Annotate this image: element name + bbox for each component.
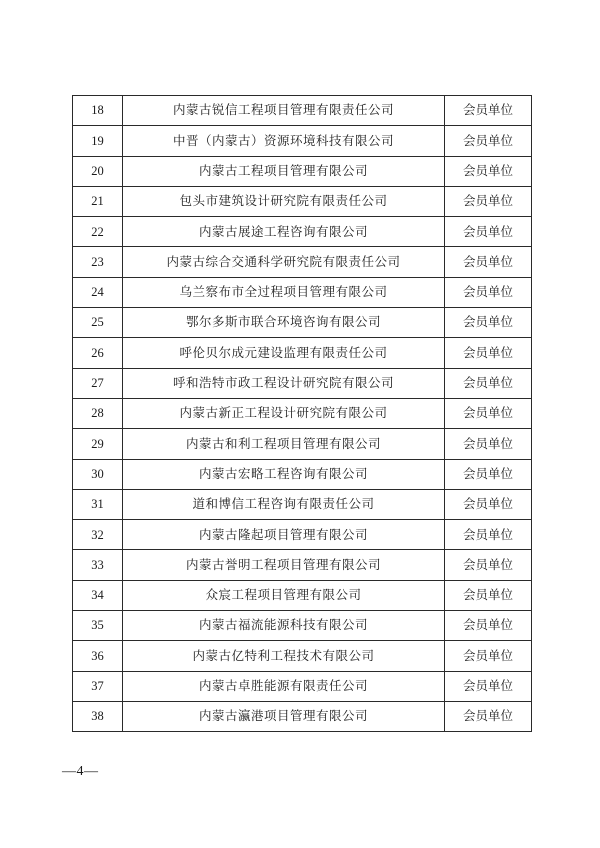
table-row [73,217,532,247]
company-name: 内蒙古福流能源科技有限公司 [123,611,445,641]
table-row [73,398,532,428]
row-number: 38 [73,701,123,731]
company-name: 呼伦贝尔成元建设监理有限责任公司 [123,338,445,368]
company-name: 中晋（内蒙古）资源环境科技有限公司 [123,126,445,156]
company-name: 内蒙古隆起项目管理有限公司 [123,520,445,550]
table-row [73,671,532,701]
company-name: 乌兰察布市全过程项目管理有限公司 [123,277,445,307]
row-number: 27 [73,368,123,398]
row-number: 31 [73,489,123,519]
table-row [73,96,532,126]
member-type: 会员单位 [445,217,532,247]
row-number: 24 [73,277,123,307]
row-number: 23 [73,247,123,277]
row-number: 35 [73,611,123,641]
table-row [73,186,532,216]
row-number: 19 [73,126,123,156]
company-name: 内蒙古瀛港项目管理有限公司 [123,701,445,731]
table-row [73,701,532,731]
company-name: 道和博信工程咨询有限责任公司 [123,489,445,519]
row-number: 36 [73,641,123,671]
member-type: 会员单位 [445,368,532,398]
member-type: 会员单位 [445,338,532,368]
company-name: 内蒙古工程项目管理有限公司 [123,156,445,186]
row-number: 33 [73,550,123,580]
company-name: 内蒙古展途工程咨询有限公司 [123,217,445,247]
member-type: 会员单位 [445,186,532,216]
table-row [73,247,532,277]
row-number: 32 [73,520,123,550]
member-type: 会员单位 [445,96,532,126]
member-type: 会员单位 [445,459,532,489]
row-number: 34 [73,580,123,610]
company-name: 内蒙古新正工程设计研究院有限公司 [123,398,445,428]
company-name: 包头市建筑设计研究院有限责任公司 [123,186,445,216]
member-type: 会员单位 [445,126,532,156]
member-table-body [73,96,532,732]
table-row [73,580,532,610]
table-row [73,459,532,489]
member-type: 会员单位 [445,277,532,307]
member-type: 会员单位 [445,489,532,519]
row-number: 22 [73,217,123,247]
table-row [73,641,532,671]
member-type: 会员单位 [445,398,532,428]
member-table [72,95,532,732]
table-row [73,368,532,398]
company-name: 内蒙古综合交通科学研究院有限责任公司 [123,247,445,277]
company-name: 鄂尔多斯市联合环境咨询有限公司 [123,308,445,338]
table-row [73,126,532,156]
member-type: 会员单位 [445,611,532,641]
row-number: 18 [73,96,123,126]
company-name: 内蒙古宏略工程咨询有限公司 [123,459,445,489]
member-type: 会员单位 [445,580,532,610]
row-number: 37 [73,671,123,701]
company-name: 内蒙古誉明工程项目管理有限公司 [123,550,445,580]
row-number: 20 [73,156,123,186]
company-name: 内蒙古卓胜能源有限责任公司 [123,671,445,701]
member-type: 会员单位 [445,156,532,186]
row-number: 29 [73,429,123,459]
member-type: 会员单位 [445,701,532,731]
member-type: 会员单位 [445,641,532,671]
company-name: 呼和浩特市政工程设计研究院有限公司 [123,368,445,398]
table-row [73,489,532,519]
row-number: 21 [73,186,123,216]
company-name: 内蒙古锐信工程项目管理有限责任公司 [123,96,445,126]
member-type: 会员单位 [445,550,532,580]
company-name: 内蒙古亿特利工程技术有限公司 [123,641,445,671]
table-row [73,277,532,307]
table-row [73,520,532,550]
member-type: 会员单位 [445,520,532,550]
table-row [73,611,532,641]
row-number: 28 [73,398,123,428]
table-row [73,550,532,580]
company-name: 内蒙古和利工程项目管理有限公司 [123,429,445,459]
page-number: —4— [62,764,99,779]
member-type: 会员单位 [445,308,532,338]
company-name: 众宸工程项目管理有限公司 [123,580,445,610]
member-type: 会员单位 [445,671,532,701]
row-number: 25 [73,308,123,338]
table-row [73,429,532,459]
row-number: 30 [73,459,123,489]
member-type: 会员单位 [445,429,532,459]
table-row [73,338,532,368]
member-type: 会员单位 [445,247,532,277]
table-row [73,308,532,338]
table-row [73,156,532,186]
row-number: 26 [73,338,123,368]
